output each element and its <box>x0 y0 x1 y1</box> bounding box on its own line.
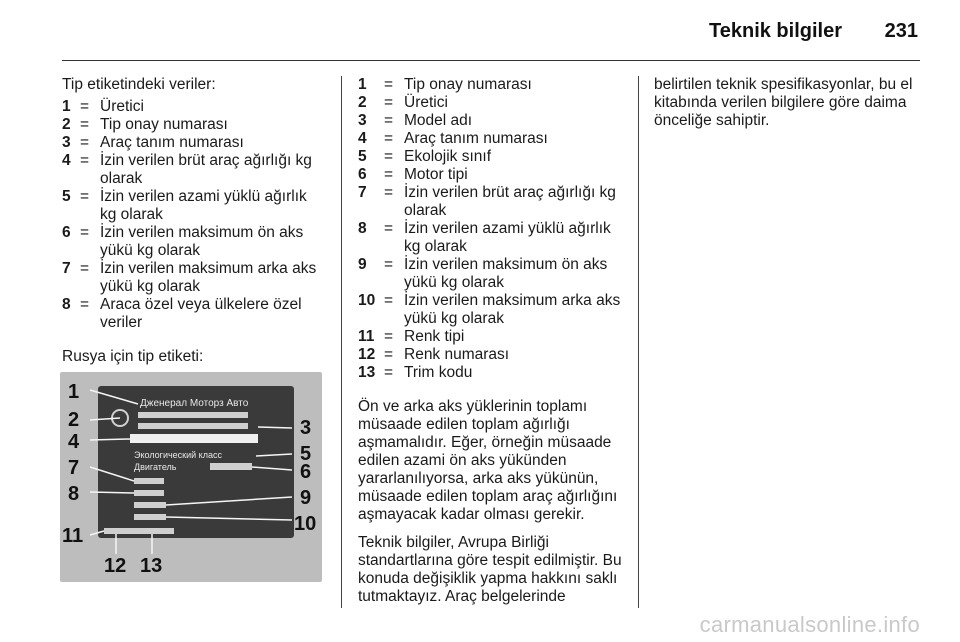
page-number: 231 <box>884 20 918 42</box>
plate-engine: Двигатель <box>134 462 177 472</box>
equals-sign: = <box>384 148 394 165</box>
plate-vin <box>130 434 258 443</box>
callout-line-8 <box>90 492 134 493</box>
list-item <box>358 76 626 94</box>
item-number: 11 <box>358 328 375 345</box>
label-data-list <box>62 98 324 332</box>
callout-7: 7 <box>68 457 80 479</box>
equals-sign: = <box>384 346 394 363</box>
equals-sign: = <box>384 130 394 147</box>
equals-sign: = <box>80 224 90 241</box>
type-label-figure <box>60 372 322 582</box>
list-item <box>62 98 324 116</box>
list-item <box>358 148 626 166</box>
callout-8: 8 <box>68 483 80 505</box>
item-number: 7 <box>358 184 367 201</box>
list-item <box>62 134 324 152</box>
item-number: 1 <box>358 76 367 93</box>
item-number: 6 <box>62 224 71 241</box>
header-title: Teknik bilgiler <box>709 20 842 42</box>
item-number: 7 <box>62 260 71 277</box>
column-divider-right <box>638 76 639 608</box>
equals-sign: = <box>80 116 90 133</box>
callout-5: 5 <box>300 443 312 465</box>
item-number: 8 <box>62 296 71 313</box>
callout-line-6 <box>252 467 292 470</box>
list-item <box>358 292 626 328</box>
item-text: İzin verilen azami yüklü ağırlık kg olarak <box>404 220 611 255</box>
item-text: İzin verilen maksimum ön aks yükü kg olarak <box>100 224 304 259</box>
item-text: Model adı <box>404 112 473 129</box>
equals-sign: = <box>80 188 90 205</box>
callout-6: 6 <box>300 461 312 483</box>
callout-line-11 <box>90 531 104 535</box>
intro-text: Tip etiketindeki veriler: <box>62 76 216 93</box>
equals-sign: = <box>80 152 90 169</box>
axle-load-paragraph: Ön ve arka aks yüklerinin toplamı müsaade edilen toplam ağırlığı aşmamalıdır. Eğer, örneğin müsaade edilen azami ön aks yükünden yararlanılıyorsa, arka aks yükünün, müsaade edilen toplam araç ağırlığını aşmayacak kadar olması gerekir. <box>358 398 618 523</box>
equals-sign: = <box>80 260 90 277</box>
list-item <box>62 296 324 332</box>
plate-line <box>138 412 248 418</box>
item-number: 5 <box>358 148 367 165</box>
item-text: İzin verilen maksimum arka aks yükü kg olarak <box>100 260 317 295</box>
equals-sign: = <box>80 296 90 313</box>
column-divider-left <box>341 76 342 608</box>
equals-sign: = <box>384 292 394 309</box>
item-number: 1 <box>62 98 71 115</box>
callout-line-4 <box>90 439 130 440</box>
watermark: carmanualsonline.info <box>699 612 920 637</box>
equals-sign: = <box>384 256 394 273</box>
column-1 <box>62 76 324 366</box>
equals-sign: = <box>384 220 394 237</box>
callout-line-7 <box>90 467 134 481</box>
equals-sign: = <box>80 134 90 151</box>
list-item <box>358 166 626 184</box>
list-item <box>358 184 626 220</box>
equals-sign: = <box>384 76 394 93</box>
item-number: 10 <box>358 292 376 309</box>
callout-3: 3 <box>300 417 312 439</box>
item-text: Renk numarası <box>404 346 510 363</box>
callout-4: 4 <box>68 431 80 453</box>
item-number: 6 <box>358 166 367 183</box>
item-text: Renk tipi <box>404 328 465 345</box>
item-text: İzin verilen azami yüklü ağırlık kg olarak <box>100 188 307 223</box>
list-item <box>358 346 626 364</box>
list-item <box>358 364 626 382</box>
list-item <box>358 256 626 292</box>
eu-standards-paragraph: Teknik bilgiler, Avrupa Birliği standartlarına göre tespit edilmiştir. Bu konuda değişiklik yapma hakkını saklı tutmaktayız. Araç belgelerinde <box>358 534 622 605</box>
item-text: Araç tanım numarası <box>100 134 244 151</box>
equals-sign: = <box>384 184 394 201</box>
list-item <box>358 130 626 148</box>
callout-10: 10 <box>294 513 317 535</box>
item-number: 9 <box>358 256 367 273</box>
equals-sign: = <box>384 364 394 381</box>
callout-line-5 <box>256 454 292 456</box>
item-text: İzin verilen brüt araç ağırlığı kg olarak <box>404 184 616 219</box>
russia-label-heading: Rusya için tip etiketi: <box>62 348 204 365</box>
list-item <box>62 152 324 188</box>
item-text: Tip onay numarası <box>100 116 228 133</box>
item-text: İzin verilen maksimum ön aks yükü kg olarak <box>404 256 608 291</box>
item-text: Tip onay numarası <box>404 76 532 93</box>
list-item <box>62 224 324 260</box>
item-number: 5 <box>62 188 71 205</box>
column-2 <box>358 76 626 606</box>
callout-line-9 <box>166 497 292 505</box>
equals-sign: = <box>384 94 394 111</box>
callout-12: 12 <box>104 555 127 577</box>
callout-line-1 <box>90 390 138 404</box>
callout-11: 11 <box>62 525 84 547</box>
plate-weight <box>134 514 166 520</box>
list-item <box>358 94 626 112</box>
russia-label-list <box>358 76 626 382</box>
callout-line-10 <box>166 517 292 520</box>
plate-manufacturer: Дженерал Моторз Авто <box>140 398 249 409</box>
plate-line <box>138 423 248 429</box>
list-item <box>62 188 324 224</box>
item-number: 4 <box>62 152 71 169</box>
item-number: 13 <box>358 364 376 381</box>
plate-ecology-class: Экологический класс <box>134 450 222 460</box>
callout-2: 2 <box>68 409 80 431</box>
callout-13: 13 <box>140 555 163 577</box>
plate-weight <box>134 478 164 484</box>
item-text: Araca özel veya ülkelere özel veriler <box>100 296 302 331</box>
item-number: 3 <box>358 112 367 129</box>
plate-weight <box>134 502 166 508</box>
equals-sign: = <box>384 328 394 345</box>
plate-weight <box>134 490 164 496</box>
item-number: 2 <box>358 94 367 111</box>
equals-sign: = <box>384 166 394 183</box>
item-number: 12 <box>358 346 376 363</box>
list-item <box>62 116 324 134</box>
equals-sign: = <box>80 98 90 115</box>
callout-line-3 <box>258 427 292 428</box>
item-number: 2 <box>62 116 71 133</box>
item-number: 8 <box>358 220 367 237</box>
item-text: Araç tanım numarası <box>404 130 548 147</box>
item-text: Üretici <box>100 98 144 115</box>
callout-1: 1 <box>68 381 80 403</box>
item-text: Üretici <box>404 94 448 111</box>
list-item <box>358 328 626 346</box>
list-item <box>358 220 626 256</box>
item-text: İzin verilen brüt araç ağırlığı kg olarak <box>100 152 312 187</box>
type-plate-illustration <box>60 372 322 582</box>
plate-engine-code <box>210 463 252 470</box>
plate-color-codes <box>104 528 174 534</box>
list-item <box>358 112 626 130</box>
item-text: Ekolojik sınıf <box>404 148 492 165</box>
callout-9: 9 <box>300 487 312 509</box>
item-text: Motor tipi <box>404 166 468 183</box>
callout-line-2 <box>90 418 120 420</box>
list-item <box>62 260 324 296</box>
item-text: İzin verilen maksimum arka aks yükü kg olarak <box>404 292 621 327</box>
spec-priority-paragraph: belirtilen teknik spesifikasyonlar, bu el kitabında verilen bilgilere göre daima önceliğe sahiptir. <box>654 76 913 129</box>
item-number: 4 <box>358 130 367 147</box>
equals-sign: = <box>384 112 394 129</box>
item-text: Trim kodu <box>404 364 473 381</box>
header-rule <box>62 60 920 61</box>
item-number: 3 <box>62 134 71 151</box>
column-3 <box>654 76 924 130</box>
